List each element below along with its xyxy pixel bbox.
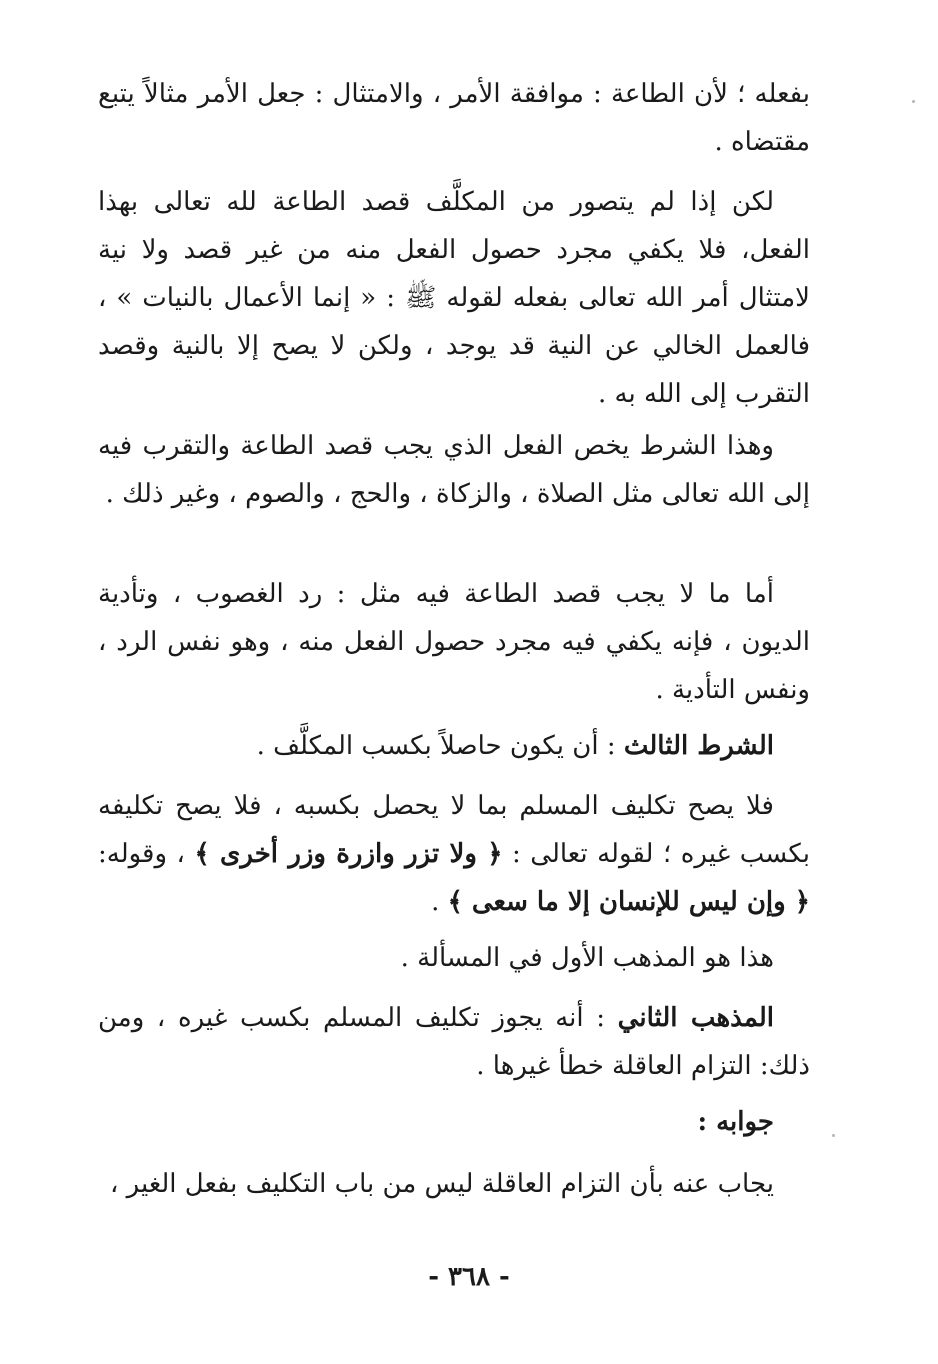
- paragraph-8-body: : أنه يجوز تكليف المسلم بكسب غيره ، ومن ذلك: التزام العاقلة خطأ غيرها .: [98, 1003, 810, 1081]
- section-heading-second-school: المذهب الثاني: [617, 1003, 774, 1033]
- paragraph-1-text: بفعله ؛ لأن الطاعة : موافقة الأمر ، والامتثال : جعل الأمر مثالاً يتبع مقتضاه .: [98, 79, 810, 157]
- paragraph-10: [98, 1160, 810, 1208]
- paragraph-3: [98, 422, 810, 518]
- paragraph-6-body-a: فلا يصح تكليف المسلم بما لا يحصل بكسبه ، فلا يصح تكليفه بكسب غيره ؛ لقوله تعالى :: [98, 791, 811, 869]
- paragraph-5-body: : أن يكون حاصلاً بكسب المكلَّف .: [256, 731, 616, 761]
- paragraph-3-text: وهذا الشرط يخص الفعل الذي يجب قصد الطاعة والتقرب فيه إلى الله تعالى مثل الصلاة ، والزكاة ، والحج ، والصوم ، وغير ذلك .: [98, 431, 810, 509]
- section-heading-third-condition: الشرط الثالث: [623, 731, 774, 761]
- paragraph-6: [98, 782, 810, 926]
- paragraph-8-text: [98, 994, 810, 1090]
- paragraph-8: [98, 994, 810, 1090]
- paragraph-6-body-b: ، وقوله:: [98, 839, 185, 869]
- quran-verse-2: ﴿ وإن ليس للإنسان إلا ما سعى ﴾: [447, 887, 810, 917]
- paragraph-7: [98, 934, 810, 982]
- section-heading-answer: جوابه :: [697, 1107, 774, 1137]
- page-number: - ٣٦٨ -: [428, 1262, 510, 1292]
- quran-verse-1: ﴿ ولا تزر وازرة وزر أخرى ﴾: [194, 839, 503, 869]
- paragraph-9-text: [98, 1098, 810, 1146]
- scan-speck: [912, 100, 915, 103]
- paragraph-4: [98, 570, 810, 714]
- paragraph-2: [98, 178, 810, 418]
- scan-speck: [832, 1134, 835, 1137]
- paragraph-5-text: [98, 722, 810, 770]
- paragraph-1: [98, 70, 810, 166]
- paragraph-2-text: لكن إذا لم يتصور من المكلَّف قصد الطاعة لله تعالى بهذا الفعل، فلا يكفي مجرد حصول الفعل منه من غير قصد ولا نية لامتثال أمر الله تعالى بفعله لقوله ﷺ : « إنما الأعمال بالنيات » ، فالعمل الخالي عن النية قد يوجد ، ولكن لا يصح إلا بالنية وقصد التقرب إلى الله به .: [98, 187, 810, 409]
- paragraph-6-text: [98, 782, 810, 926]
- paragraph-5: [98, 722, 810, 770]
- paragraph-10-text: يجاب عنه بأن التزام العاقلة ليس من باب التكليف بفعل الغير ،: [109, 1169, 774, 1199]
- paragraph-9: [98, 1098, 810, 1146]
- paragraph-7-text: هذا هو المذهب الأول في المسألة .: [400, 943, 774, 973]
- paragraph-6-body-c: .: [431, 887, 440, 917]
- paragraph-4-text: أما ما لا يجب قصد الطاعة فيه مثل : رد الغصوب ، وتأدية الديون ، فإنه يكفي فيه مجرد حصول الفعل منه ، وهو نفس الرد ، ونفس التأدية .: [98, 579, 810, 705]
